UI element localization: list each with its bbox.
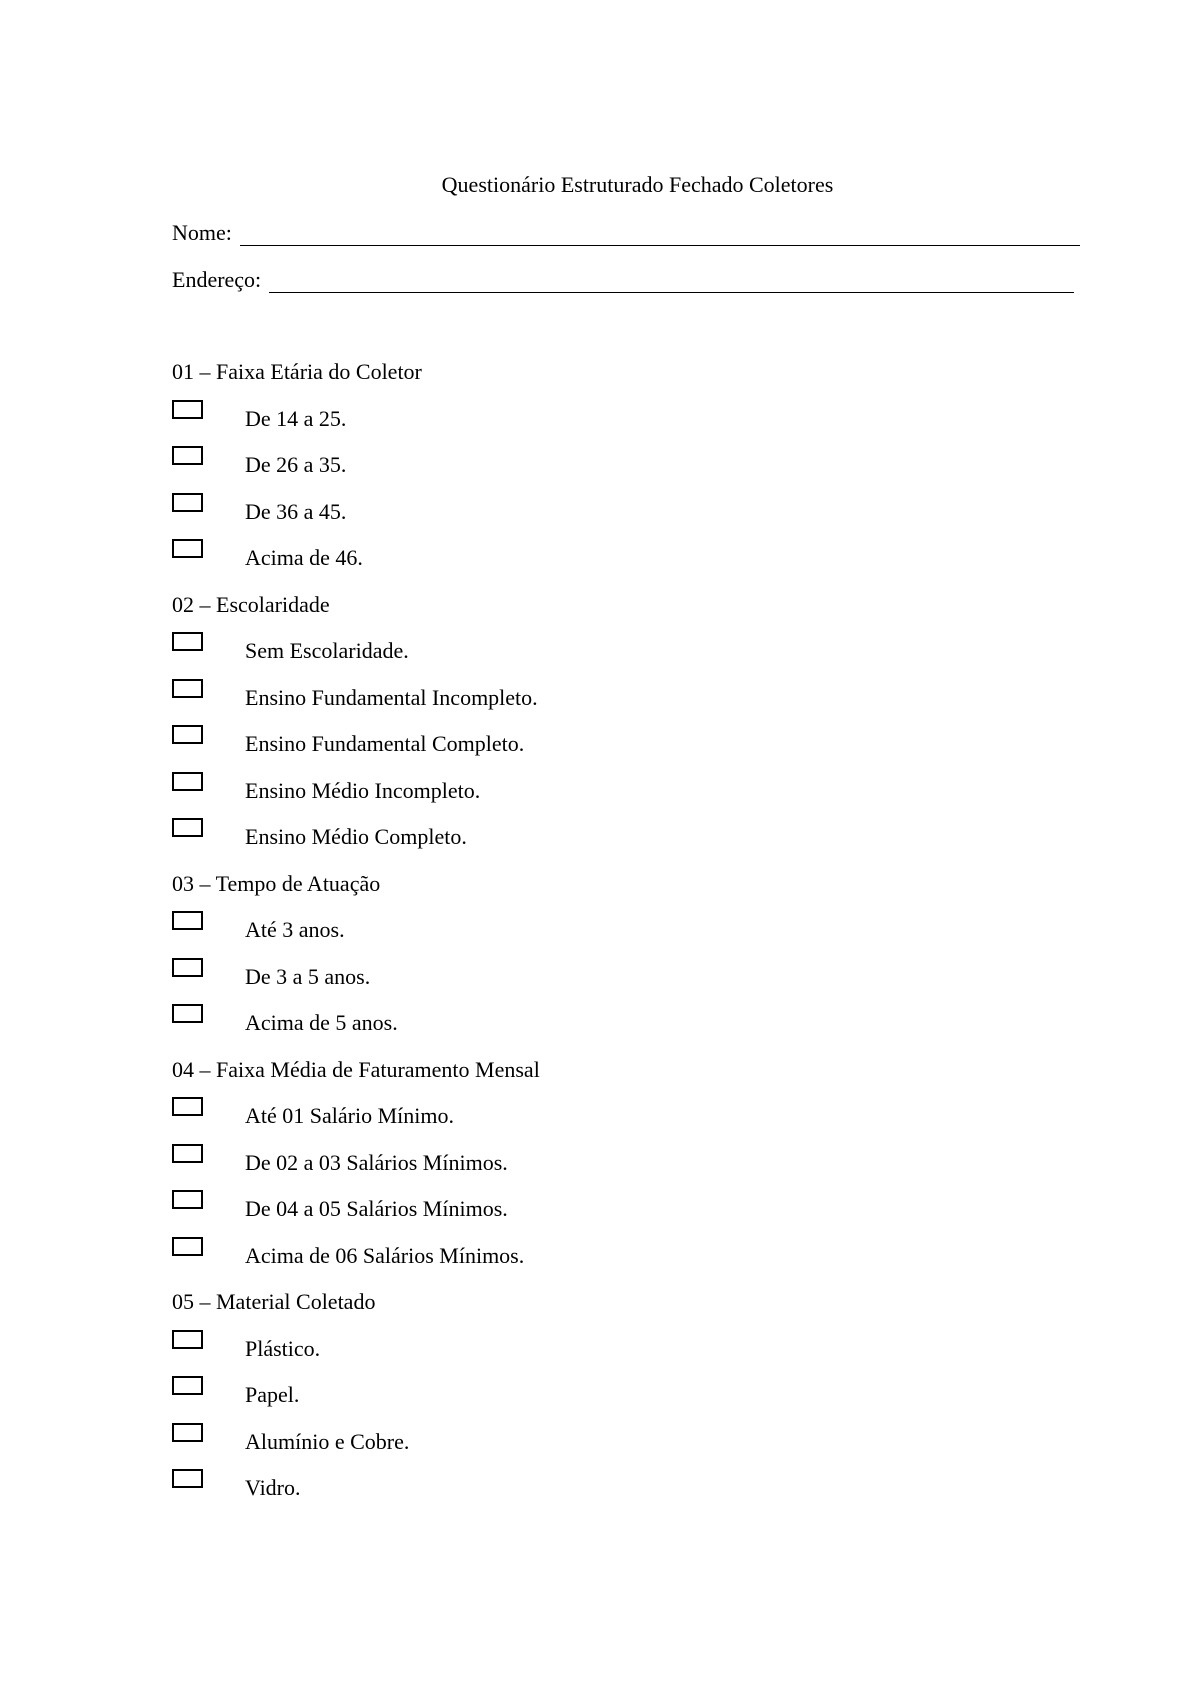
option-checkbox[interactable] (172, 818, 203, 837)
option-item (172, 824, 1072, 871)
questions-list (172, 359, 1072, 1522)
question-title: 04 – Faixa Média de Faturamento Mensal (172, 1056, 540, 1082)
option-label: Até 01 Salário Mínimo. (245, 1103, 454, 1128)
option-checkbox[interactable] (172, 911, 203, 930)
question-title: 05 – Material Coletado (172, 1289, 376, 1314)
option-label: Papel. (245, 1382, 300, 1407)
option-item (172, 731, 1072, 778)
option-checkbox[interactable] (172, 1376, 203, 1395)
option-item (172, 1196, 1072, 1243)
option-label: Ensino Fundamental Completo. (245, 731, 525, 756)
question-title: 01 – Faixa Etária do Coletor (172, 359, 422, 384)
nome-input-line[interactable] (240, 223, 1080, 246)
option-label: Acima de 46. (245, 545, 363, 570)
option-item (172, 1475, 1072, 1522)
option-checkbox[interactable] (172, 725, 203, 744)
option-checkbox[interactable] (172, 679, 203, 698)
option-item (172, 1382, 1072, 1429)
option-checkbox[interactable] (172, 446, 203, 465)
option-label: Até 3 anos. (245, 917, 345, 942)
option-checkbox[interactable] (172, 1330, 203, 1349)
option-label: De 14 a 25. (245, 405, 347, 431)
option-item (172, 545, 1072, 592)
option-checkbox[interactable] (172, 1237, 203, 1256)
option-checkbox[interactable] (172, 958, 203, 977)
option-label: Acima de 06 Salários Mínimos. (245, 1242, 525, 1268)
option-checkbox[interactable] (172, 400, 203, 419)
option-item (172, 1103, 1072, 1150)
option-label: Ensino Fundamental Incompleto. (245, 684, 538, 710)
option-item (172, 1150, 1072, 1197)
option-label: Plástico. (245, 1335, 321, 1361)
option-checkbox[interactable] (172, 493, 203, 512)
option-item (172, 1336, 1072, 1383)
option-item (172, 1429, 1072, 1476)
option-item (172, 452, 1072, 499)
option-checkbox[interactable] (172, 1004, 203, 1023)
option-item (172, 917, 1072, 964)
question-title: 03 – Tempo de Atuação (172, 870, 381, 896)
question-title: 02 – Escolaridade (172, 591, 330, 617)
option-item (172, 964, 1072, 1011)
option-checkbox[interactable] (172, 772, 203, 791)
option-item (172, 1243, 1072, 1290)
option-checkbox[interactable] (172, 1423, 203, 1442)
option-label: De 04 a 05 Salários Mínimos. (245, 1196, 508, 1221)
question-faturamento-mensal (172, 1057, 1072, 1290)
option-label: Ensino Médio Incompleto. (245, 777, 481, 803)
option-item (172, 499, 1072, 546)
question-material-coletado (172, 1289, 1072, 1522)
endereco-input-line[interactable] (269, 270, 1074, 293)
option-checkbox[interactable] (172, 1469, 203, 1488)
option-label: Ensino Médio Completo. (245, 824, 467, 849)
option-label: De 02 a 03 Salários Mínimos. (245, 1149, 508, 1175)
option-item (172, 685, 1072, 732)
question-tempo-atuacao (172, 871, 1072, 1057)
option-item (172, 638, 1072, 685)
option-label: Sem Escolaridade. (245, 638, 409, 663)
option-checkbox[interactable] (172, 1190, 203, 1209)
nome-label: Nome: (172, 220, 232, 245)
endereco-field (172, 267, 1074, 293)
option-checkbox[interactable] (172, 539, 203, 558)
option-label: Acima de 5 anos. (245, 1010, 398, 1035)
option-item (172, 1010, 1072, 1057)
option-item (172, 406, 1072, 453)
nome-field (172, 220, 1080, 246)
option-label: De 26 a 35. (245, 452, 347, 477)
option-item (172, 778, 1072, 825)
option-checkbox[interactable] (172, 1097, 203, 1116)
option-label: Vidro. (245, 1475, 301, 1500)
endereco-label: Endereço: (172, 267, 262, 292)
option-label: Alumínio e Cobre. (245, 1428, 410, 1454)
option-checkbox[interactable] (172, 632, 203, 651)
option-checkbox[interactable] (172, 1144, 203, 1163)
option-label: De 3 a 5 anos. (245, 963, 371, 989)
option-label: De 36 a 45. (245, 498, 347, 524)
document-title: Questionário Estruturado Fechado Coletores (441, 172, 834, 197)
question-escolaridade (172, 592, 1072, 871)
question-faixa-etaria (172, 359, 1072, 592)
